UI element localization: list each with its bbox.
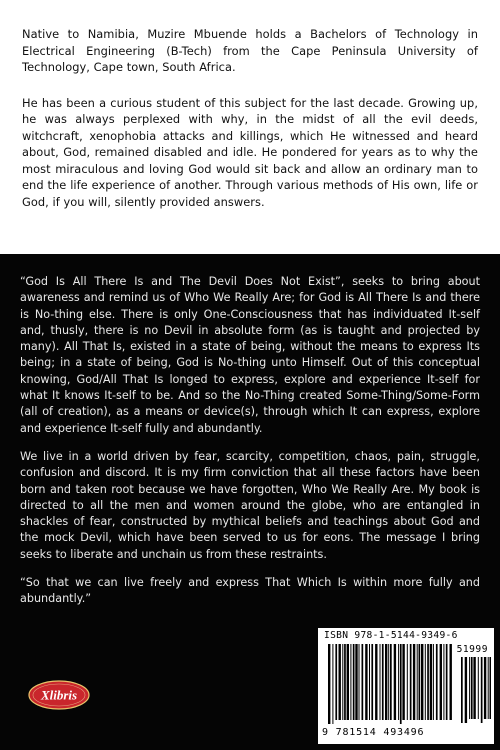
author-bio-paragraph: He has been a curious student of this subject for the last decade. Growing up, he was always perplexed with why, in the midst of all the evil deeds, witchcraft, xenophobia attacks and killings, which He witnessed and heard about, God, remained disabled and idle. He pondered for years as to why the most miraculous and loving God would sit back and allow an ordinary man to end the life experience of another. Through various methods of His own, life or God, if you will, silently provided answers.: [22, 95, 478, 209]
xlibris-logo: [28, 680, 90, 710]
barcode-main-bars: [328, 644, 452, 726]
isbn-barcode: [318, 628, 494, 744]
isbn-label: ISBN 978-1-5144-9349-6: [324, 630, 458, 641]
blurb-quote: “So that we can live freely and express That Which Is within more fully and abundantly.”: [20, 576, 480, 606]
author-bio-section: [0, 0, 500, 254]
barcode-supplement-bars: [461, 657, 491, 725]
barcode-digits: 9 781514 493496: [322, 727, 425, 738]
price-code: 51999: [456, 644, 488, 655]
blurb-paragraph: We live in a world driven by fear, scarcity, competition, chaos, pain, struggle, confusion and discord. It is my firm conviction that all these factors have been born and taken root because we have forgotten, Who We Really Are. My book is directed to all the men and women around the globe, who are entangled in shackles of fear, constructed by mythical beliefs and teachings about God and the mock Devil, which have been served to us for eons. The message I bring seeks to liberate and unchain us from these restraints.: [20, 449, 480, 561]
author-bio-paragraph: Native to Namibia, Muzire Mbuende holds a Bachelors of Technology in Electrical Engineering (B-Tech) from the Cape Peninsula University of Technology, Cape town, South Africa.: [22, 27, 478, 74]
xlibris-logo-icon: [28, 680, 90, 710]
svg-text:Xlibris: Xlibris: [40, 687, 78, 703]
blurb-paragraph: “God Is All There Is and The Devil Does Not Exist”, seeks to bring about awareness and remind us of Who We Really Are; for God is All There Is and there is No-thing else. There is only One-Consciousness that has individuated It-self and, thusly, there is no Devil in absolute form (as is taught and projected by many). All That Is, existed in a state of being, without the means to express Its being; in a state of being, God is No-thing unto Himself. Out of this conceptual knowing, God/All That Is longed to express, explore and experience It-self for what It knows It-self to be. And so the No-Thing created Some-Thing/Some-Form (all of creation), as a means or device(s), through which It can express, explore and experience It-self fully and abundantly.: [20, 275, 480, 435]
